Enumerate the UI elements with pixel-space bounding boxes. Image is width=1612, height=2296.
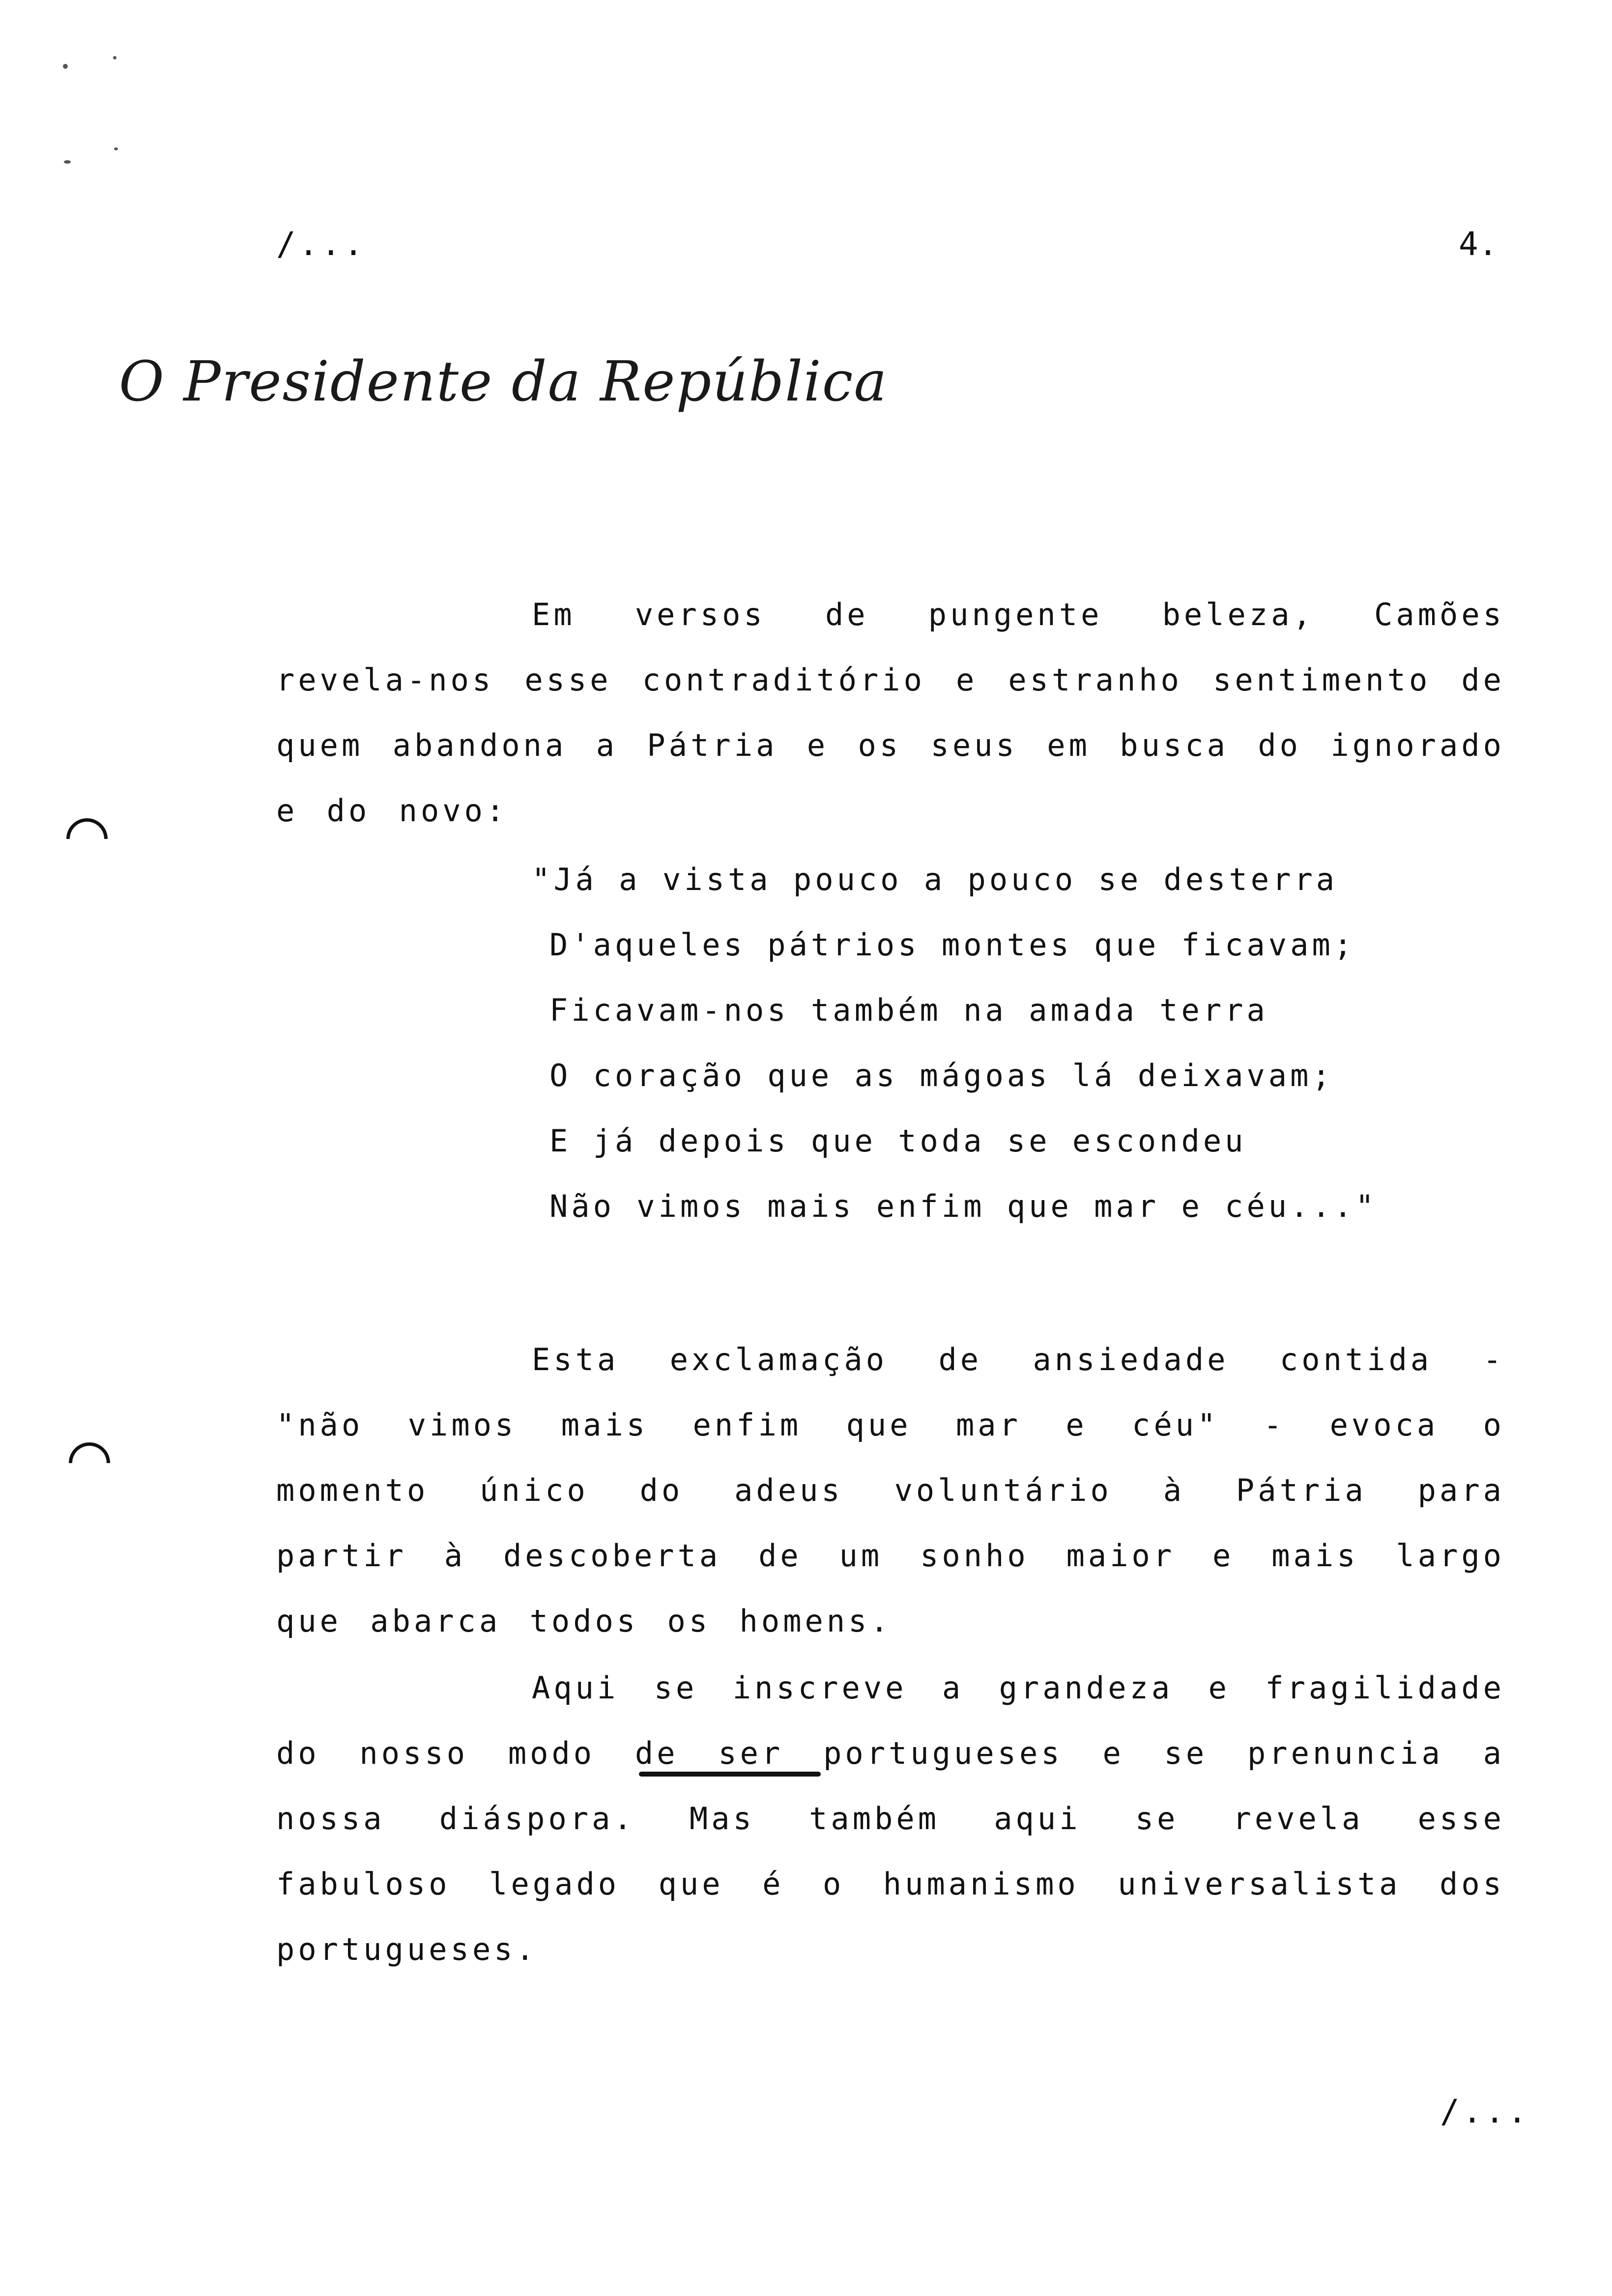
verse-line: "Já a vista pouco a pouco se desterra [532,861,1338,897]
letterhead: O Presidente da República [119,350,888,414]
paragraph-2 [276,1327,1505,1654]
verse-block [532,847,1377,1239]
verse-line: Ficavam-nos também na amada terra [549,992,1268,1028]
verse-line: E já depois que toda se escondeu [549,1123,1247,1159]
continuation-prefix: /... [276,225,366,263]
punch-hole-mark [58,810,116,868]
continuation-suffix: /... [1440,2093,1530,2130]
paragraph-1 [276,582,1505,843]
paragraph-2-text: Esta exclamação de ansiedade contida - "não vimos mais enfim que mar e céu" - evoca o momento único do adeus voluntário à Pátria para partir à descoberta de um sonho maior e mais largo que abarca todos os homens. [276,1342,1505,1639]
paragraph-3 [276,1655,1505,1982]
verse-line: Não vimos mais enfim que mar e céu..." [549,1188,1378,1224]
scan-speck [63,64,68,69]
scan-speck [114,147,118,150]
scan-speck [64,160,71,164]
page-number: 4. [1459,225,1498,263]
paragraph-1-text: Em versos de pungente beleza, Camões revela-nos esse contraditório e estranho sentimento de quem abandona a Pátria e os seus em busca do ignorado e do novo: [276,597,1505,829]
punch-hole-mark [60,1434,119,1492]
verse-line: D'aqueles pátrios montes que ficavam; [549,927,1356,963]
scan-speck [113,56,116,59]
handwritten-underline [639,1772,821,1777]
paragraph-3-text: Aqui se inscreve a grandeza e fragilidade do nosso modo de ser portugueses e se prenuncia a nossa diáspora. Mas também aqui se revela esse fabuloso legado que é o humanismo universalista dos portugueses. [276,1670,1505,1967]
verse-line: O coração que as mágoas lá deixavam; [549,1058,1334,1093]
